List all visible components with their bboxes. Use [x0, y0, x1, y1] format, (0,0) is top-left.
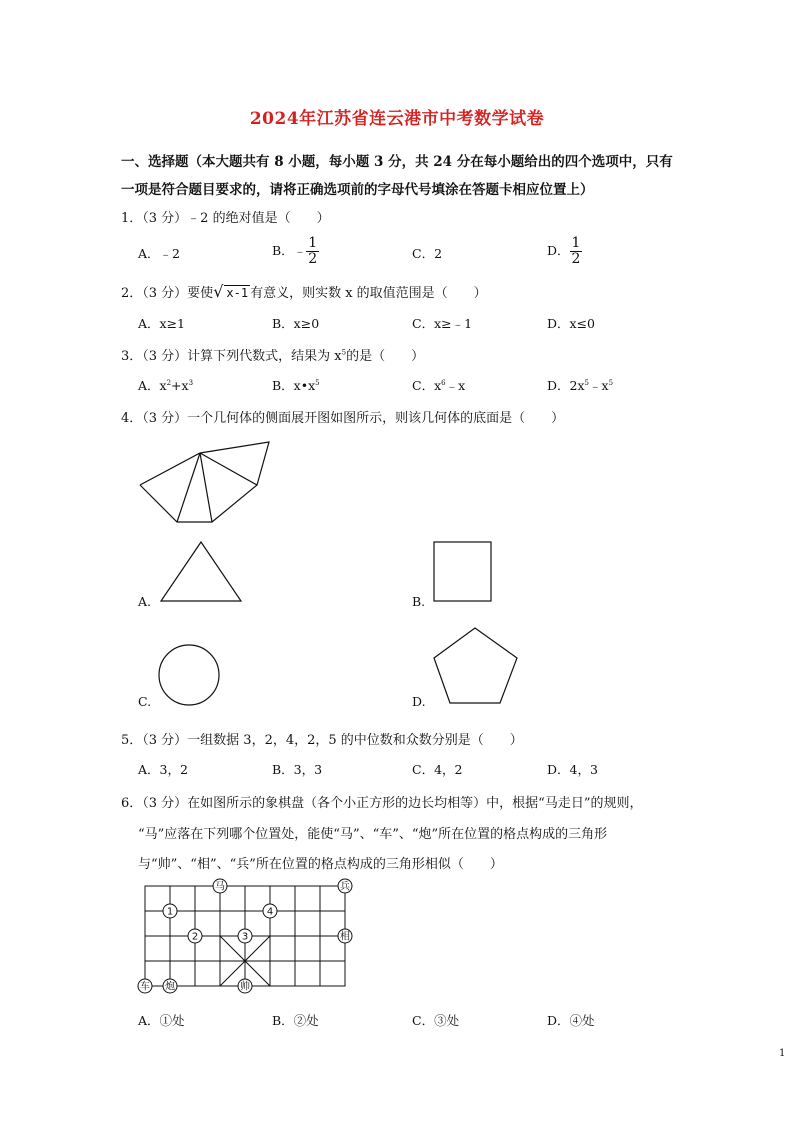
position-marker-3	[238, 929, 252, 943]
position-marker-4	[263, 904, 277, 918]
q1-option-b-fraction	[306, 236, 319, 267]
q3-stem-pre: 3．（3 分）计算下列代数式，结果为 x	[121, 349, 342, 364]
q5-option-c: C．4，2	[412, 762, 463, 777]
q5-option-a: A．3，2	[138, 762, 188, 777]
q3-d-exp1: 5	[584, 378, 589, 387]
q4-option-b-label: B.	[412, 594, 426, 609]
q6-option-a: A．①处	[138, 1013, 185, 1028]
position-marker-2	[188, 929, 202, 943]
q1-option-b-prefix: B．﹣	[272, 243, 307, 258]
chess-piece-shuai	[238, 979, 252, 993]
q2-option-b: B．x≥0	[272, 316, 320, 331]
q4-option-d-label: D.	[412, 694, 426, 709]
question-3-stem	[121, 345, 424, 364]
q3-d-part2: ﹣x	[589, 378, 609, 393]
svg-text:3: 3	[241, 931, 249, 943]
q3-a-part2: +x	[171, 378, 189, 393]
q1-option-b	[272, 236, 319, 267]
page-number: 1	[779, 1048, 786, 1059]
question-4-stem: 4．（3 分）一个几何体的侧面展开图如图所示，则该几何体的底面是（ ）	[121, 411, 565, 426]
q3-option-b	[272, 376, 320, 394]
figure-fold-line-3	[200, 453, 257, 485]
q4-option-c-label: C.	[138, 694, 152, 709]
q3-a-exp2: 3	[188, 378, 194, 387]
q3-option-c	[412, 376, 465, 394]
q3-a-exp1: 2	[166, 378, 172, 387]
chess-piece-ma	[213, 879, 227, 893]
svg-text:1: 1	[166, 906, 174, 918]
svg-text:兵: 兵	[340, 881, 350, 893]
q6-option-b: B．②处	[272, 1013, 319, 1028]
q6-option-d: D．④处	[547, 1013, 595, 1028]
q2-radicand: x-1	[226, 286, 249, 300]
q1-b-denominator: 2	[308, 251, 318, 267]
chess-piece-che	[138, 979, 152, 993]
q6-option-c: C．③处	[412, 1013, 460, 1028]
square-shape-icon	[430, 540, 494, 604]
q2-stem-pre: 2．（3 分）要使	[121, 286, 214, 301]
circle-shape-icon	[155, 642, 225, 708]
q1-d-denominator: 2	[571, 251, 581, 267]
q3-d-part1: D．2x	[547, 378, 585, 393]
q1-option-d	[547, 236, 582, 267]
q1-option-c: C．2	[412, 246, 443, 261]
figure-fold-line-2	[200, 453, 212, 522]
section-heading-line2: 一项是符合题目要求的，请将正确选项前的字母代号填涂在答题卡相应位置上）	[121, 182, 594, 198]
q3-c-part1: C．x	[412, 378, 442, 393]
question-6-line2: “马”应落在下列哪个位置处，能使“马”、“车”、“炮”所在位置的格点构成的三角形	[138, 827, 608, 842]
question-2-stem	[121, 282, 487, 301]
section-heading-line1: 一、选择题（本大题共有 8 小题，每小题 3 分，共 24 分在每小题给出的四个选项中，只有	[121, 154, 673, 170]
q5-option-d: D．4，3	[547, 762, 598, 777]
unfolded-lateral-surface-figure	[130, 432, 280, 528]
q2-option-d: D．x≤0	[547, 316, 595, 331]
q3-b-exp1: 5	[315, 378, 320, 387]
q3-option-d	[547, 376, 613, 394]
q3-c-exp1: 6	[441, 378, 446, 387]
q1-b-numerator: 1	[308, 235, 318, 251]
question-6-line1: 6．（3 分）在如图所示的象棋盘（各个小正方形的边长均相等）中，根据“马走日”的规则，	[121, 796, 643, 811]
q5-option-b: B．3，3	[272, 762, 323, 777]
svg-text:2: 2	[191, 931, 199, 943]
svg-text:马: 马	[215, 881, 225, 893]
chess-piece-bing	[338, 879, 352, 893]
q3-a-part1: A．x	[138, 378, 167, 393]
svg-text:炮: 炮	[165, 981, 175, 993]
position-marker-1	[163, 904, 177, 918]
q2-stem-post: 有意义，则实数 x 的取值范围是（ ）	[250, 286, 487, 301]
chess-piece-xiang	[338, 929, 352, 943]
q3-c-part2: ﹣x	[445, 378, 466, 393]
q4-option-a-label: A.	[138, 594, 152, 609]
svg-text:4: 4	[266, 906, 274, 918]
question-5-stem: 5．（3 分）一组数据 3，2，4，2，5 的中位数和众数分别是（ ）	[121, 733, 523, 748]
svg-text:帅: 帅	[240, 981, 250, 993]
pentagon-shape-icon	[430, 624, 522, 708]
question-1-stem: 1．（3 分）﹣2 的绝对值是（ ）	[121, 211, 330, 226]
q2-option-c: C．x≥﹣1	[412, 316, 473, 331]
sqrt-sign-icon: √	[213, 282, 224, 301]
q1-option-a: A．﹣2	[138, 246, 180, 261]
q2-option-a: A．x≥1	[138, 316, 186, 331]
chinese-chess-board	[133, 876, 359, 996]
q3-b-part1: B．x•x	[272, 378, 316, 393]
q3-option-a	[138, 376, 193, 394]
q3-stem-exponent: 5	[341, 348, 347, 357]
q1-option-d-prefix: D．	[547, 243, 570, 258]
q3-stem-post: 的是（ ）	[346, 349, 425, 364]
q1-d-numerator: 1	[571, 235, 581, 251]
svg-text:相: 相	[340, 931, 350, 943]
question-6-line3: 与“帅”、“相”、“兵”所在位置的格点构成的三角形相似（ ）	[138, 857, 503, 872]
q3-d-exp2: 5	[608, 378, 614, 387]
q1-option-d-fraction	[570, 236, 583, 267]
chess-piece-pao	[163, 979, 177, 993]
page-title: 2024年江苏省连云港市中考数学试卷	[249, 109, 545, 129]
triangle-shape-icon	[155, 538, 247, 604]
svg-text:车: 车	[140, 981, 150, 993]
